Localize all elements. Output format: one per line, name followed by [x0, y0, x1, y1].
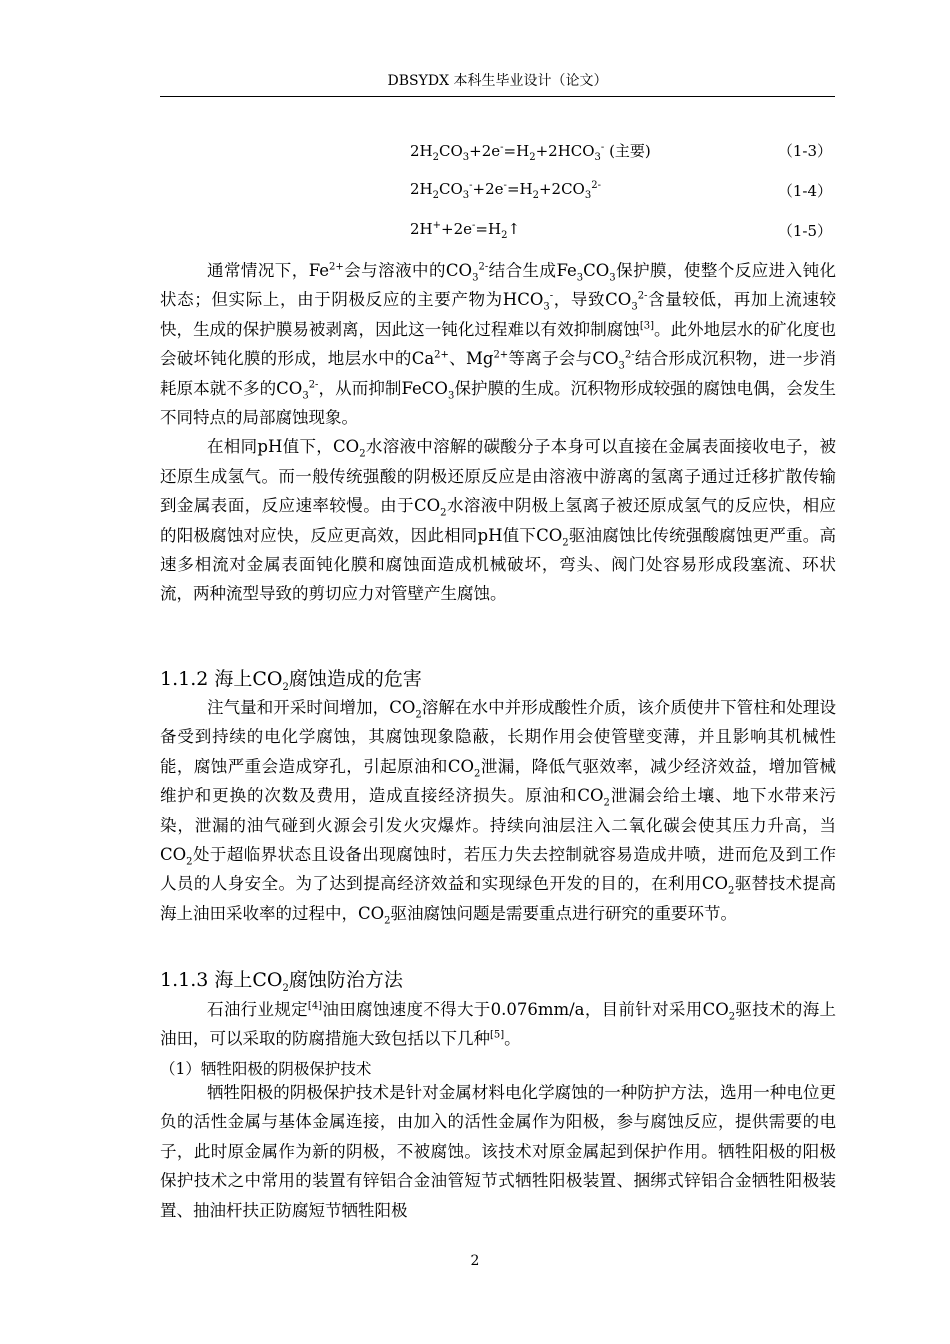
equation-number: （1-4）: [777, 182, 832, 200]
paragraph: 石油行业规定[4]油田腐蚀速度不得大于0.076mm/a，目前针对采用$CO_2$驱技术的海上油田，可以采取的防腐措施大致包括以下几种[5]。: [160, 1000, 837, 1049]
running-header: DBSYDX 本科生毕业设计（论文）: [160, 70, 835, 97]
body-section-2: [160, 693, 836, 928]
section-heading-1-1-2: 1.1.2 海上$CO_2$腐蚀造成的危害: [160, 668, 422, 693]
paragraph: 在相同pH值下，$CO_2$水溶液中溶解的碳酸分子本身可以直接在金属表面接收电子，被还原生成氢气。而一般传统强酸的阴极还原反应是由溶液中游离的氢离子通过迁移扩散传输到金属表面，反应速率较慢。由于$CO_2$水溶液中阴极上氢离子被还原成氢气的反应快，相应的阳极腐蚀对应快，反应更高效，因此相同pH值下$CO_2$驱油腐蚀比传统强酸腐蚀更严重。高速多相流对金属表面钝化膜和腐蚀面造成机械破坏，弯头、阀门处容易形成段塞流、环状流，两种流型导致的剪切应力对管壁产生腐蚀。: [160, 437, 837, 604]
equation-1-3: $2H_2CO_3+2e^-=H_2+2HCO_3^-$ (主要): [410, 142, 651, 163]
section-heading-1-1-3: 1.1.3 海上$CO_2$腐蚀防治方法: [160, 969, 403, 994]
paragraph: 通常情况下，$Fe^{2+}$会与溶液中的$CO_3^{2-}$结合生成$Fe_3CO_3$保护膜，使整个反应进入钝化状态；但实际上，由于阴极反应的主要产物为$HCO_3^-$，导致$CO_3^{2-}$含量较低，再加上流速较快，生成的保护膜易被剥离，因此这一钝化过程难以有效抑制腐蚀[3]。此外地层水的矿化度也会破坏钝化膜的形成，地层水中的$Ca^{2+}$、$Mg^{2+}$等离子会与$CO_3^{2-}$结合形成沉积物，进一步消耗原本就不多的$CO_3^{2-}$，从而抑制FeCO$_3$保护膜的生成。沉积物形成较强的腐蚀电偶，会发生不同特点的局部腐蚀现象。: [160, 261, 837, 428]
subheading: （1）牺牲阳极的阴极保护技术: [160, 1060, 372, 1078]
paragraph: 注气量和开采时间增加，$CO_2$溶解在水中并形成酸性介质，该介质使井下管柱和处理设备受到持续的电化学腐蚀，其腐蚀现象隐蔽，长期作用会使管壁变薄，并且影响其机械性能，腐蚀严重会造成穿孔，引起原油和$CO_2$泄漏，降低气驱效率，减少经济效益，增加管械维护和更换的次数及费用，造成直接经济损失。原油和$CO_2$泄漏会给土壤、地下水带来污染，泄漏的油气碰到火源会引发火灾爆炸。持续向油层注入二氧化碳会使其压力升高，当$CO_2$处于超临界状态且设备出现腐蚀时，若压力失去控制就容易造成井喷，进而危及到工作人员的人身安全。为了达到提高经济效益和实现绿色开发的目的，在利用$CO_2$驱替技术提高海上油田采收率的过程中，$CO_2$驱油腐蚀问题是需要重点进行研究的重要环节。: [160, 698, 837, 927]
body-section-4: [160, 1078, 836, 1225]
body-section-1: [160, 256, 836, 609]
paragraph: 牺牲阳极的阴极保护技术是针对金属材料电化学腐蚀的一种防护方法，选用一种电位更负的活性金属与基体金属连接，由加入的活性金属作为阳极，参与腐蚀反应，提供需要的电子，此时原金属作为新的阴极，不被腐蚀。该技术对原金属起到保护作用。牺牲阳极的阳极保护技术之中常用的装置有锌铝合金油管短节式牺牲阳极装置、捆绑式锌铝合金牺牲阳极装置、抽油杆扶正防腐短节牺牲阳极: [160, 1083, 836, 1220]
body-section-3: [160, 995, 836, 1054]
equation-number: （1-3）: [777, 142, 832, 160]
equation-number: （1-5）: [777, 222, 832, 240]
equation-1-5: $2H^++2e^-=H_2↑$: [410, 220, 521, 241]
equation-1-4: $2H_2CO_3^-+2e^-=H_2+2CO_3^{2-}$: [410, 180, 601, 201]
page-number: 2: [470, 1253, 480, 1269]
